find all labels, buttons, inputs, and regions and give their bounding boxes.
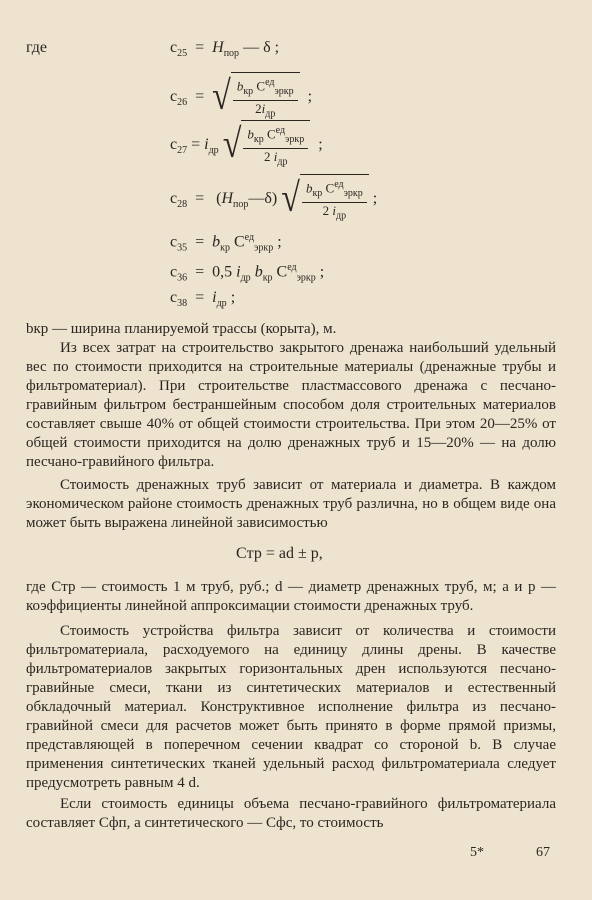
paragraph-ctr-definition: где Cтр — стоимость 1 м труб, руб.; d — диаметр дренажных труб, м; a и p — коэффициенты линейной аппроксимации стоимости дренажных труб. bbox=[26, 579, 556, 614]
body-text-1 bbox=[26, 320, 556, 533]
formula-c28: $c_{28}$ = $(H_{пор}—\delta)$ √ $\frac{b_{кр} C^{ед}_{эркр}}{2 i_{др}}$ ; bbox=[170, 174, 377, 225]
where-label: где bbox=[26, 39, 48, 56]
paragraph-pipe-cost: Стоимость дренажных труб зависит от материала и диаметра. В каждом экономическом районе стоимость дренажных труб различна, но в общем виде она может быть выражена линейной зависимостью bbox=[26, 477, 556, 531]
signature-mark: 5* bbox=[470, 845, 484, 860]
formula-c35: $c_{35} = b_{кр}$ $C^{ед}_{эркр}$ ; bbox=[170, 232, 282, 254]
formula-ctr: Cтр = ad ± p, bbox=[236, 545, 323, 562]
formula-c36: $c_{36} = 0,5$ $i_{др}$ $b_{кр}$ $C^{ед}_{эркр}$ ; bbox=[170, 262, 325, 284]
page-number: 67 bbox=[536, 845, 550, 860]
formula-c25: $c_{25} = H_{пор}$ — δ ; bbox=[170, 39, 280, 60]
paragraph-costs: Из всех затрат на строительство закрытого дренажа наибольший удельный вес по стоимости приходится на строительные материалы (дренажные трубы и фильтроматериал). При строительстве пластмассового дренажа с песчано-гравийным фильтром бестраншейным способом доля строительных материалов составляет свыше 40% от общей стоимости строительства. При этом 20—25% от общей стоимости приходится на долю дренажных труб и 15—20% — на долю песчано-гравийного фильтра. bbox=[26, 340, 556, 470]
formula-c38: $c_{38} = i_{др}$ ; bbox=[170, 289, 236, 310]
paragraph-bkr-definition: bкр — ширина планируемой трассы (корыта), м. bbox=[26, 321, 337, 337]
body-text-2 bbox=[26, 578, 556, 833]
paragraph-filter-cost: Если стоимость единицы объема песчано-гравийного фильтроматериала составляет Cфп, а синтетического — Cфс, то стоимость bbox=[26, 796, 556, 831]
formula-c27: $c_{27} = i_{др}$ √ $\frac{b_{кр} C^{ед}_{эркр}}{2 i_{др}}$ ; bbox=[170, 120, 323, 171]
formula-c26: $c_{26}$ = √ $\frac{b_{кр} C^{ед}_{эркр}}{2i_{др}}$ ; bbox=[170, 72, 312, 123]
paragraph-filter: Стоимость устройства фильтра зависит от количества и стоимости фильтроматериала, расходуемого на единицу длины дрены. В качестве фильтроматериалов закрытых горизонтальных дрен используются песчано-гравийные смеси, ткани из синтетических материалов и естественный обкладочный материал. Конструктивное исполнение фильтра из песчано-гравийной смеси для расчетов может быть принято в форме прямой призмы, представляющей в поперечном сечении квадрат со стороной b. В случае применения синтетических тканей удельный расход фильтроматериала следует предусмотреть равным 4 d. bbox=[26, 623, 556, 791]
